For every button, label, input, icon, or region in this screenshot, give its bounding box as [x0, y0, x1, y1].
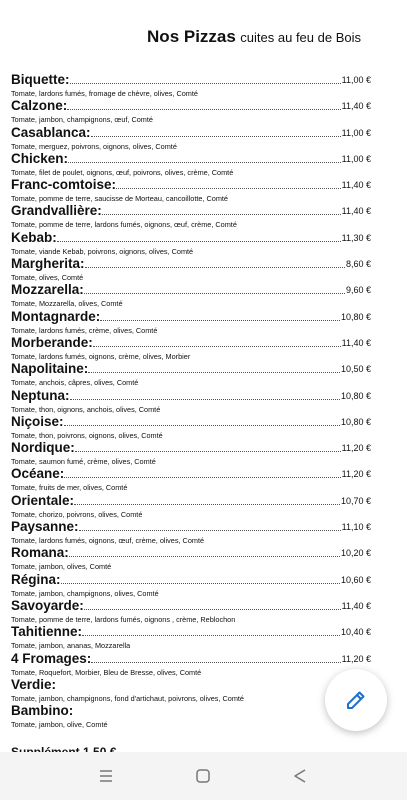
pizza-price: 10,80 €	[340, 390, 371, 401]
pizza-ingredients: Tomate, thon, oignons, anchois, olives, Comté	[11, 404, 161, 414]
pizza-ingredients: Tomate, jambon, champignons, œuf, Comté	[11, 115, 153, 125]
menu-item	[11, 125, 371, 151]
system-nav-bar	[0, 752, 407, 800]
menu-item-row	[11, 677, 371, 692]
dotted-leader	[69, 556, 340, 557]
pizza-price: 11,20 €	[341, 469, 371, 480]
menu-item	[11, 572, 371, 598]
menu-item	[11, 361, 371, 387]
pizza-name: Neptuna:	[11, 387, 70, 403]
menu-item	[11, 72, 371, 98]
pizza-price: 11,40 €	[341, 337, 371, 348]
pizza-name: Margherita:	[11, 256, 85, 272]
dotted-leader	[57, 241, 341, 242]
pizza-ingredients: Tomate, lardons fumés, oignons, crème, olives, Morbier	[11, 351, 191, 361]
dotted-leader	[70, 83, 341, 84]
pizza-ingredients: Tomate, pomme de terre, lardons fumés, oignons, œuf, crème, Comté	[11, 220, 237, 230]
pizza-name: Franc-comtoise:	[11, 177, 117, 193]
pizza-price: 11,20 €	[341, 443, 371, 454]
pizza-name: Mozzarella:	[11, 282, 84, 298]
menu-item	[11, 519, 371, 545]
pizza-price: 10,80 €	[340, 311, 371, 322]
pizza-ingredients: Tomate, jambon, champignons, fond d'artichaut, poivrons, olives, Comté	[11, 693, 244, 703]
dotted-leader	[91, 136, 341, 137]
pizza-price: 11,30 €	[341, 232, 371, 243]
pizza-name: Kebab:	[11, 229, 57, 245]
menu-item	[11, 256, 371, 282]
pizza-name: Casablanca:	[11, 124, 91, 140]
menu-item	[11, 545, 371, 571]
dotted-leader	[75, 451, 341, 452]
pizza-menu-list	[11, 72, 371, 729]
menu-item	[11, 677, 371, 703]
page-title	[147, 27, 361, 47]
menu-item	[11, 151, 371, 177]
menu-item-row	[11, 572, 371, 587]
menu-item	[11, 466, 371, 492]
menu-item-row	[11, 388, 371, 403]
title-subtitle: cuites au feu de Bois	[240, 30, 361, 45]
pizza-price: 10,20 €	[340, 548, 371, 559]
dotted-leader	[68, 162, 341, 163]
dotted-leader	[116, 188, 341, 189]
pizza-ingredients: Tomate, merguez, poivrons, oignons, olives, Comté	[11, 141, 177, 151]
menu-item-row	[11, 309, 371, 324]
menu-item-row	[11, 177, 371, 192]
pizza-price: 11,00 €	[341, 153, 371, 164]
pizza-price: 11,40 €	[341, 180, 371, 191]
pizza-ingredients: Tomate, Mozzarella, olives, Comté	[11, 299, 123, 309]
menu-icon[interactable]	[96, 766, 116, 786]
pencil-icon	[344, 688, 368, 712]
pizza-name: Biquette:	[11, 72, 70, 87]
dotted-leader	[79, 530, 341, 531]
pizza-name: Régina:	[11, 571, 61, 587]
pizza-price: 11,10 €	[341, 522, 371, 533]
menu-item	[11, 493, 371, 519]
menu-item-row	[11, 282, 371, 297]
pizza-price: 11,00 €	[341, 127, 371, 138]
pizza-ingredients: Tomate, filet de poulet, oignons, œuf, poivrons, olives, crème, Comté	[11, 167, 234, 177]
menu-item-row	[11, 361, 371, 376]
pizza-price: 10,70 €	[340, 495, 371, 506]
menu-item	[11, 309, 371, 335]
menu-item	[11, 414, 371, 440]
pizza-ingredients: Tomate, jambon, olive, Comté	[11, 720, 108, 730]
pizza-name: Nordique:	[11, 440, 75, 456]
menu-item-row	[11, 230, 371, 245]
pizza-ingredients: Tomate, olives, Comté	[11, 273, 84, 283]
menu-item-row	[11, 466, 371, 481]
pizza-name: Morberande:	[11, 334, 93, 350]
pizza-name: Orientale:	[11, 492, 75, 508]
back-triangle-icon[interactable]	[290, 766, 310, 786]
menu-item	[11, 440, 371, 466]
pizza-ingredients: Tomate, saumon fumé, crème, olives, Comté	[11, 457, 156, 467]
dotted-leader	[100, 320, 340, 321]
pizza-price: 11,20 €	[341, 653, 371, 664]
pizza-price: 8,60 €	[345, 259, 371, 270]
menu-item-row	[11, 335, 371, 350]
pizza-price: 10,50 €	[340, 364, 371, 375]
pizza-name: Verdie:	[11, 676, 57, 692]
title-main: Nos Pizzas	[147, 27, 236, 46]
pizza-name: Paysanne:	[11, 519, 79, 535]
pizza-name: Océane:	[11, 466, 65, 482]
menu-item	[11, 177, 371, 203]
pizza-ingredients: Tomate, thon, poivrons, oignons, olives, Comté	[11, 430, 163, 440]
menu-item-row	[11, 651, 371, 666]
pizza-price: 11,00 €	[341, 75, 371, 85]
pizza-ingredients: Tomate, jambon, ananas, Mozzarella	[11, 641, 131, 651]
pizza-name: Napolitaine:	[11, 361, 89, 377]
pizza-price: 11,40 €	[341, 101, 371, 112]
dotted-leader	[82, 635, 340, 636]
dotted-leader	[70, 399, 340, 400]
pizza-ingredients: Tomate, lardons fumés, fromage de chèvre, olives, Comté	[11, 89, 198, 98]
pizza-name: Romana:	[11, 545, 69, 561]
dotted-leader	[88, 372, 340, 373]
menu-item-row	[11, 256, 371, 271]
pizza-price: 11,40 €	[341, 206, 371, 217]
pizza-ingredients: Tomate, pomme de terre, saucisse de Morteau, cancoillotte, Comté	[11, 194, 228, 204]
menu-item	[11, 282, 371, 308]
pizza-name: Calzone:	[11, 98, 68, 114]
pizza-ingredients: Tomate, Roquefort, Morbier, Bleu de Bresse, olives, Comté	[11, 667, 202, 677]
menu-item-row	[11, 545, 371, 560]
dotted-leader	[93, 346, 341, 347]
menu-item	[11, 703, 371, 729]
menu-item	[11, 230, 371, 256]
menu-item-row	[11, 72, 371, 87]
menu-item	[11, 598, 371, 624]
dotted-leader	[85, 267, 345, 268]
menu-item	[11, 98, 371, 124]
menu-item	[11, 335, 371, 361]
menu-item-row	[11, 414, 371, 429]
pizza-price: 10,40 €	[340, 627, 371, 638]
pizza-ingredients: Tomate, viande Kebab, poivrons, oignons, olives, Comté	[11, 246, 194, 256]
pizza-name: Tahitienne:	[11, 624, 83, 640]
pizza-ingredients: Tomate, anchois, câpres, olives, Comté	[11, 378, 139, 388]
menu-item-row	[11, 98, 371, 113]
pizza-ingredients: Tomate, lardons fumés, oignons, œuf, crème, olives, Comté	[11, 536, 205, 546]
menu-item	[11, 624, 371, 650]
menu-item-row	[11, 203, 371, 218]
pizza-ingredients: Tomate, jambon, champignons, olives, Comté	[11, 588, 159, 598]
pizza-name: Niçoise:	[11, 413, 64, 429]
dotted-leader	[64, 477, 340, 478]
menu-item-row	[11, 624, 371, 639]
pizza-ingredients: Tomate, jambon, olives, Comté	[11, 562, 112, 572]
dotted-leader	[84, 609, 341, 610]
dotted-leader	[61, 583, 340, 584]
pizza-price: 9,60 €	[345, 285, 371, 296]
dotted-leader	[102, 214, 341, 215]
pizza-price: 11,40 €	[341, 600, 371, 611]
menu-item-row	[11, 151, 371, 166]
dotted-leader	[64, 425, 340, 426]
edit-fab-button[interactable]	[325, 669, 387, 731]
menu-item	[11, 388, 371, 414]
menu-item	[11, 203, 371, 229]
home-square-icon[interactable]	[193, 766, 213, 786]
menu-item-row	[11, 493, 371, 508]
menu-item-row	[11, 440, 371, 455]
pizza-ingredients: Tomate, pomme de terre, lardons fumés, oignons , crème, Reblochon	[11, 614, 236, 624]
pizza-name: Grandvallière:	[11, 203, 102, 219]
menu-item	[11, 651, 371, 677]
menu-item-row	[11, 703, 371, 718]
menu-item-row	[11, 125, 371, 140]
pizza-ingredients: Tomate, lardons fumés, crème, olives, Comté	[11, 325, 158, 335]
pizza-ingredients: Tomate, fruits de mer, olives, Comté	[11, 483, 128, 493]
pizza-name: Bambino:	[11, 703, 74, 719]
dotted-leader	[91, 662, 340, 663]
dotted-leader	[74, 504, 340, 505]
dotted-leader	[67, 109, 340, 110]
pizza-name: Savoyarde:	[11, 597, 84, 613]
pizza-name: 4 Fromages:	[11, 650, 92, 666]
pizza-ingredients: Tomate, chorizo, poivrons, olives, Comté	[11, 509, 143, 519]
pizza-name: Montagnarde:	[11, 308, 101, 324]
pizza-price: 10,80 €	[340, 416, 371, 427]
dotted-leader	[84, 293, 345, 294]
menu-item-row	[11, 519, 371, 534]
menu-item-row	[11, 598, 371, 613]
pizza-name: Chicken:	[11, 150, 69, 166]
pizza-price: 10,60 €	[340, 574, 371, 585]
